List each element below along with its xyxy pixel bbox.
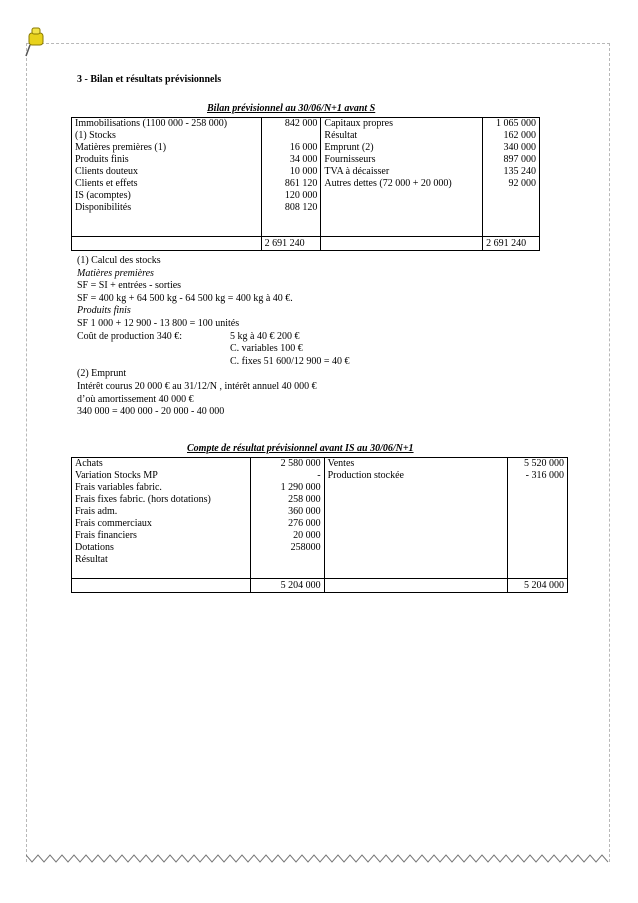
liability-label: Résultat	[324, 130, 358, 141]
bilan-total-assets: 2 691 240	[261, 237, 321, 251]
asset-value: 34 000	[289, 154, 318, 165]
charge-label: Frais commerciaux	[75, 518, 152, 529]
charge-value: 258 000	[288, 494, 321, 505]
charge-value: 20 000	[293, 530, 321, 541]
note-line: SF = SI + entrées - sorties	[77, 280, 182, 292]
product-label: Production stockée	[327, 470, 404, 481]
charge-value: -	[317, 470, 321, 481]
product-label: Ventes	[327, 458, 355, 469]
page-torn-edge	[26, 852, 610, 864]
resultat-total-products: 5 204 000	[508, 579, 568, 593]
charge-value: 1 290 000	[280, 482, 321, 493]
charge-value	[254, 554, 321, 566]
charge-label: Résultat	[75, 554, 108, 565]
liability-label: Fournisseurs	[324, 154, 376, 165]
note-line: Matières premières	[77, 267, 154, 279]
product-value: 5 520 000	[524, 458, 564, 469]
note-line: SF = 400 kg + 64 500 kg - 64 500 kg = 400 kg à 40 €.	[77, 292, 293, 304]
resultat-title: Compte de résultat prévisionnel avant IS au 30/06/N+1	[187, 443, 414, 454]
asset-value: 861 120	[284, 178, 318, 189]
resultat-product-labels	[324, 458, 507, 579]
cost-label: Coût de production 340 €:	[77, 330, 182, 342]
bilan-liability-values	[483, 118, 540, 237]
cost-line: 5 kg à 40 € 200 €	[230, 330, 300, 342]
asset-label: IS (acomptes)	[75, 190, 131, 201]
note-line: (2) Emprunt	[77, 368, 127, 380]
product-value: - 316 000	[525, 470, 564, 481]
note-line: Produits finis	[77, 305, 131, 317]
asset-value: 808 120	[284, 202, 318, 213]
charge-label: Achats	[75, 458, 103, 469]
liability-label: Autres dettes (72 000 + 20 000)	[324, 178, 452, 189]
asset-label: Matières premières (1)	[75, 142, 167, 153]
asset-value: 842 000	[284, 118, 318, 129]
charge-label: Frais adm.	[75, 506, 118, 517]
charge-label: Frais fixes fabric. (hors dotations)	[75, 494, 211, 505]
calculation-notes	[77, 255, 350, 419]
asset-value: 120 000	[284, 190, 318, 201]
liability-value: 135 240	[503, 166, 536, 177]
pushpin-icon	[23, 27, 49, 57]
charge-value: 276 000	[288, 518, 321, 529]
resultat-total-charges: 5 204 000	[250, 579, 324, 593]
note-line: 340 000 = 400 000 - 20 000 - 40 000	[77, 406, 225, 418]
note-line: (1) Calcul des stocks	[77, 255, 161, 266]
liability-value: 1 065 000	[496, 118, 536, 129]
asset-value: 10 000	[289, 166, 318, 177]
asset-label: Disponibilités	[75, 202, 132, 213]
resultat-product-values	[508, 458, 568, 579]
charge-label: Frais financiers	[75, 530, 137, 541]
cost-line: C. fixes 51 600/12 900 = 40 €	[230, 355, 350, 367]
charge-label: Variation Stocks MP	[75, 470, 158, 481]
asset-label: (1) Stocks	[75, 130, 116, 141]
liability-value: 897 000	[503, 154, 536, 165]
asset-label: Immobilisations (1100 000 - 258 000)	[75, 118, 228, 129]
bilan-table	[71, 117, 540, 251]
asset-value: 16 000	[289, 142, 318, 153]
cost-line: C. variables 100 €	[230, 343, 303, 355]
asset-value	[265, 130, 318, 142]
charge-label: Dotations	[75, 542, 114, 553]
liability-value: 340 000	[503, 142, 536, 153]
note-line: d’où amortissement 40 000 €	[77, 393, 194, 405]
bilan-liability-labels	[321, 118, 483, 237]
asset-label: Produits finis	[75, 154, 129, 165]
charge-value: 2 580 000	[280, 458, 321, 469]
resultat-table	[71, 457, 568, 593]
section-heading: 3 - Bilan et résultats prévisionnels	[77, 74, 222, 85]
liability-value: 92 000	[508, 178, 536, 189]
note-line: Intérêt courus 20 000 € au 31/12/N , intérêt annuel 40 000 €	[77, 380, 317, 392]
charge-value: 360 000	[288, 506, 321, 517]
liability-label: TVA à décaisser	[324, 166, 390, 177]
bilan-total-liabilities: 2 691 240	[483, 237, 540, 251]
bilan-title: Bilan prévisionnel au 30/06/N+1 avant S	[207, 103, 376, 114]
bilan-asset-values	[261, 118, 321, 237]
charge-label: Frais variables fabric.	[75, 482, 162, 493]
liability-label: Capitaux propres	[324, 118, 393, 129]
asset-label: Clients douteux	[75, 166, 139, 177]
liability-label: Emprunt (2)	[324, 142, 374, 153]
resultat-charge-values	[250, 458, 324, 579]
resultat-charge-labels	[72, 458, 251, 579]
bilan-asset-labels	[72, 118, 262, 237]
note-line: SF 1 000 + 12 900 - 13 800 = 100 unités	[77, 317, 240, 329]
asset-label: Clients et effets	[75, 178, 138, 189]
liability-value: 162 000	[503, 130, 536, 141]
charge-value: 258000	[290, 542, 321, 553]
